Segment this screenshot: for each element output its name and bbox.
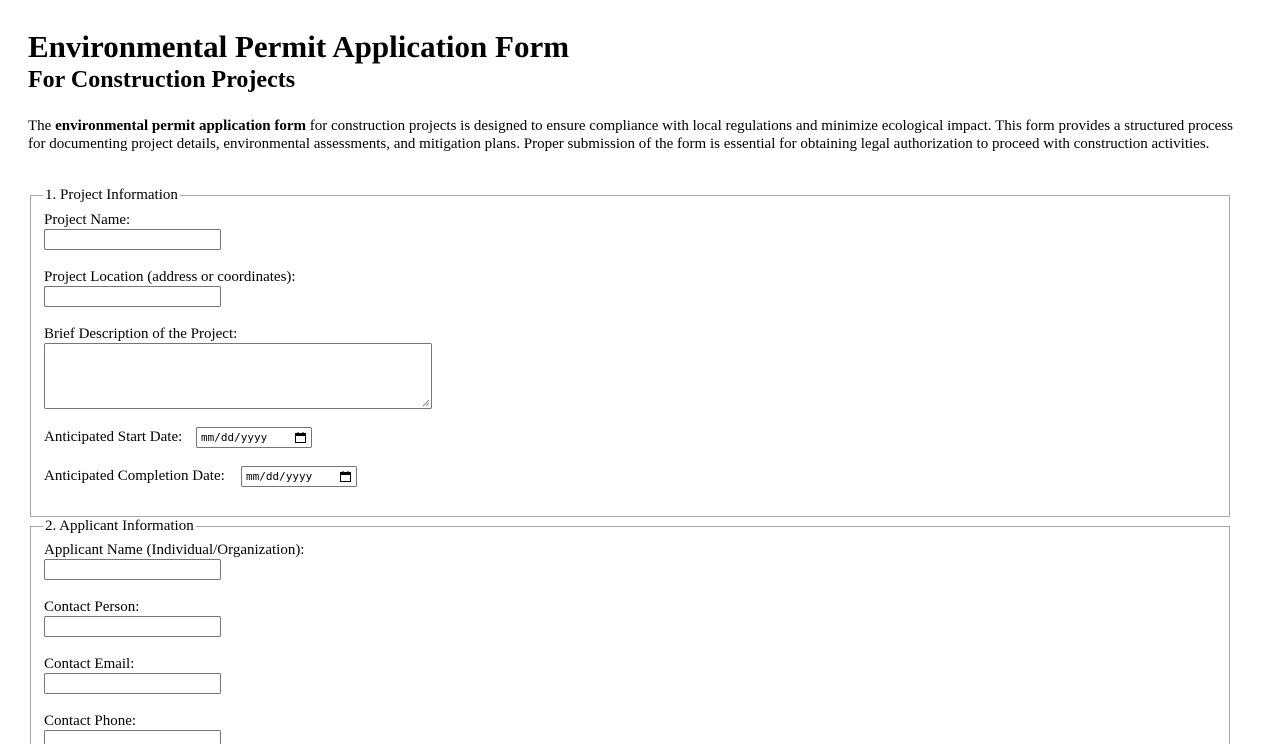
start-date-label: Anticipated Start Date: [44, 429, 183, 445]
page-subtitle: For Construction Projects [28, 67, 296, 93]
calendar-icon[interactable] [295, 432, 306, 443]
project-name-input[interactable] [44, 229, 221, 250]
completion-date-placeholder: mm/dd/yyyy [246, 470, 313, 483]
completion-date-input[interactable] [241, 466, 357, 487]
intro-prefix: The [28, 118, 56, 134]
calendar-icon[interactable] [340, 471, 351, 482]
page-title: Environmental Permit Application Form [28, 29, 570, 64]
project-location-label: Project Location (address or coordinates): [44, 269, 296, 285]
intro-paragraph [28, 117, 1235, 153]
resize-grip-icon[interactable] [422, 399, 430, 407]
contact-phone-label: Contact Phone: [44, 713, 137, 729]
contact-person-label: Contact Person: [44, 599, 140, 615]
project-information-legend: 1. Project Information [45, 187, 178, 203]
applicant-name-label: Applicant Name (Individual/Organization): [44, 542, 305, 558]
project-name-label: Project Name: [44, 212, 131, 228]
contact-person-input[interactable] [44, 616, 221, 637]
applicant-information-legend: 2. Applicant Information [45, 518, 194, 534]
project-description-label: Brief Description of the Project: [44, 326, 238, 342]
completion-date-label: Anticipated Completion Date: [44, 468, 225, 484]
contact-email-input[interactable] [44, 673, 221, 694]
applicant-name-input[interactable] [44, 559, 221, 580]
intro-suffix: for construction projects is designed to ensure compliance with local regulations and minimize ecological impact. This form provides a structured process for documenting project details, environmental assessments, and mitigation plans. Proper submission of the form is essential for obtaining legal authorization to proceed with construction activities. [28, 118, 1233, 152]
start-date-placeholder: mm/dd/yyyy [201, 431, 268, 444]
contact-phone-input[interactable] [44, 730, 221, 744]
intro-bold-term: environmental permit application form [55, 118, 307, 134]
project-location-input[interactable] [44, 286, 221, 307]
project-description-textarea[interactable] [44, 343, 432, 409]
contact-email-label: Contact Email: [44, 656, 135, 672]
start-date-input[interactable] [196, 427, 312, 448]
